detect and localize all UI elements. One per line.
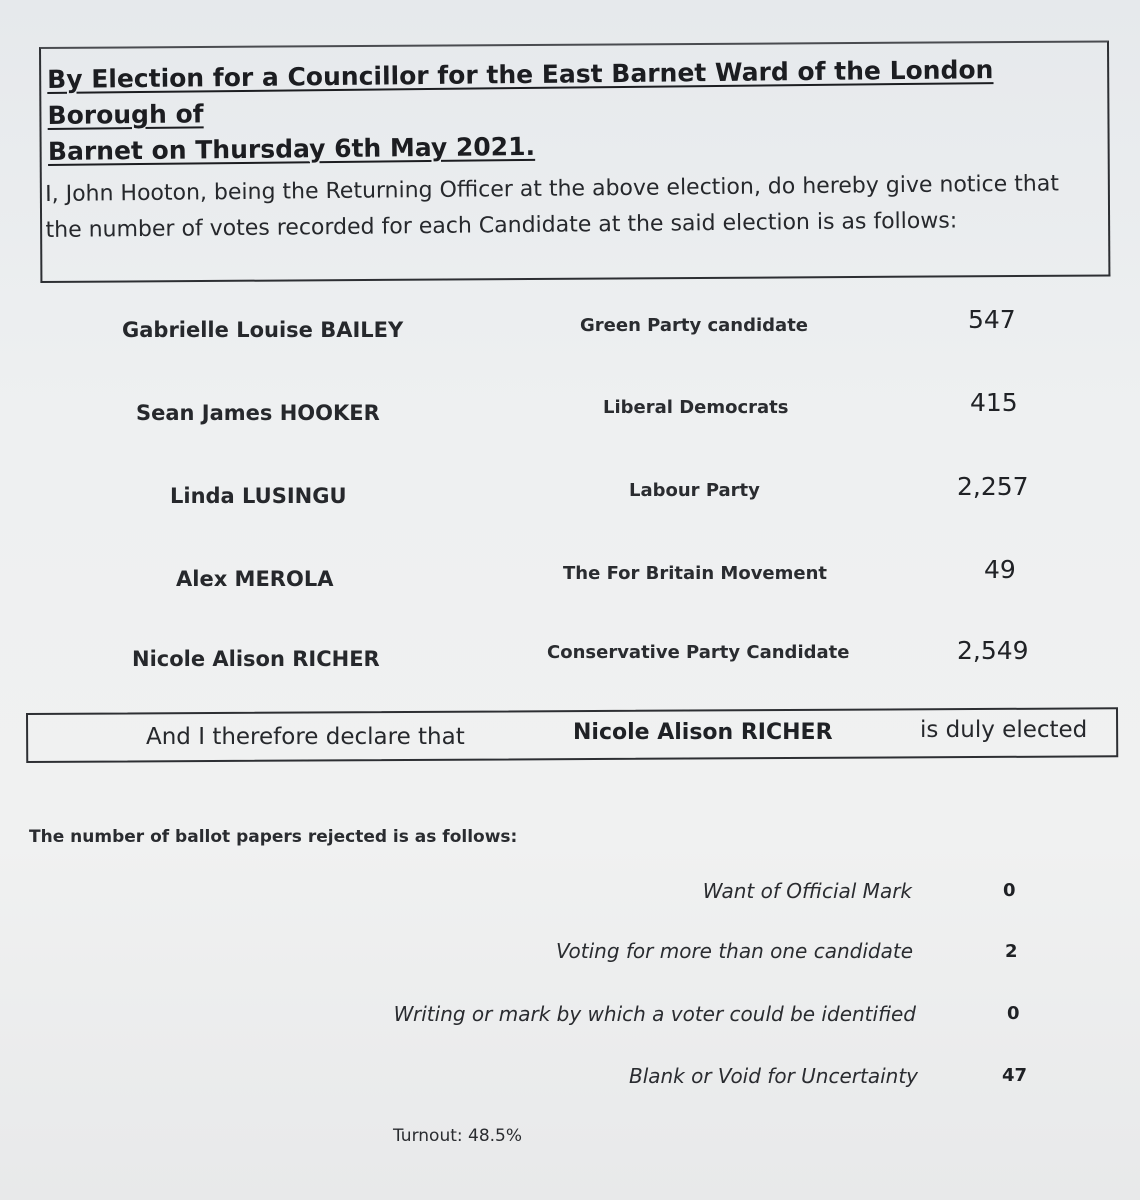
rejected-heading: The number of ballot papers rejected is as follows: [29,827,518,847]
notice-line-1: I, John Hooton, being the Returning Officer at the above election, do hereby give notice that [45,171,1060,207]
declaration-suffix: is duly elected [920,717,1088,743]
notice-text [45,166,1106,249]
candidate-votes: 415 [970,388,1018,417]
candidate-votes: 2,257 [957,472,1029,501]
candidate-name: Alex MEROLA [176,567,334,591]
rejected-reason: Writing or mark by which a voter could be identified [393,1002,916,1026]
declaration-winner: Nicole Alison RICHER [573,720,833,745]
rejected-count: 2 [1005,941,1018,962]
rejected-count: 0 [1007,1003,1020,1024]
candidate-party: Conservative Party Candidate [547,642,850,663]
candidate-party: Labour Party [629,480,760,501]
candidate-party: The For Britain Movement [563,563,828,584]
rejected-count: 0 [1003,880,1016,901]
candidate-votes: 2,549 [957,636,1029,665]
notice-title [47,51,1098,170]
title-line-1: By Election for a Councillor for the East Barnet Ward of the London Borough of [47,55,994,130]
candidate-party: Green Party candidate [580,315,809,336]
declaration-prefix: And I therefore declare that [146,724,465,750]
candidate-votes: 49 [984,555,1016,584]
candidate-name: Linda LUSINGU [170,484,347,508]
candidate-votes: 547 [968,305,1016,334]
notice-line-2: the number of votes recorded for each Candidate at the said election is as follows: [45,208,958,243]
candidate-name: Sean James HOOKER [136,401,380,425]
title-line-2: Barnet on Thursday 6th May 2021. [47,131,536,166]
candidate-name: Gabrielle Louise BAILEY [122,318,404,342]
turnout: Turnout: 48.5% [393,1126,523,1146]
rejected-reason: Blank or Void for Uncertainty [628,1064,918,1088]
rejected-reason: Want of Official Mark [702,879,912,903]
candidate-party: Liberal Democrats [603,397,789,418]
rejected-reason: Voting for more than one candidate [556,939,913,963]
candidate-name: Nicole Alison RICHER [132,647,380,671]
rejected-count: 47 [1002,1065,1028,1086]
